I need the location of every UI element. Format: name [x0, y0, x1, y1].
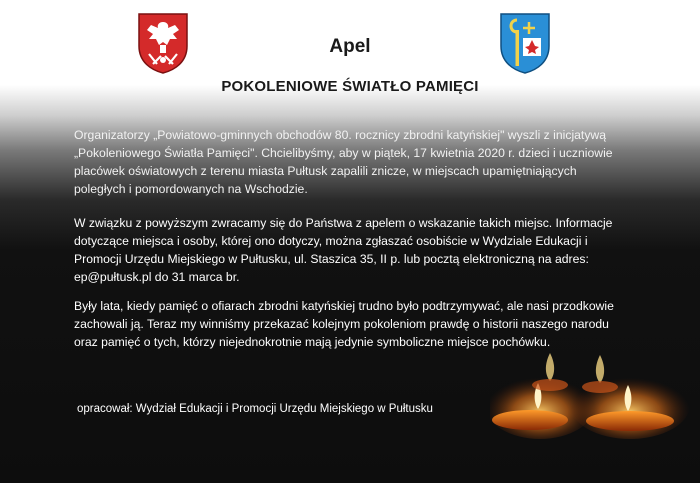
paragraph-appeal: W związku z powyższym zwracamy się do Państwa z apelem o wskazanie takich miejsc. Informacje dotyczące miejsca i osoby, której ono dotyczy, można zgłaszać osobiście w Wydziale Edukacji i Promocji Urzędu Miejskiego w Pułtusku, ul. Staszica 35, II p. lub pocztą elektroniczną na adres: ep@pułtusk.pl do 31 marca br. [74, 216, 613, 284]
memorial-candles-icon [490, 345, 700, 440]
page-subtitle: POKOLENIOWE ŚWIATŁO PAMIĘCI [221, 78, 479, 95]
page-title: Apel [329, 36, 371, 57]
footer-credit: opracował: Wydział Edukacji i Promocji Urzędu Miejskiego w Pułtusku [77, 403, 433, 415]
paragraph-memory: Były lata, kiedy pamięć o ofiarach zbrodni katyńskiej trudno było podtrzymywać, ale nasi przodkowie zachowali ją. Teraz my winniśmy przekazać kolejnym pokoleniom prawdę o historii naszego narodu oraz pamięć o tych, którzy niejednokrotnie mają jedynie symboliczne miejsce pochówku. [74, 299, 614, 349]
paragraph-initiative: Organizatorzy „Powiatowo-gminnych obchodów 80. rocznicy zbrodni katyńskiej" wyszli z inicjatywą „Pokoleniowego Światła Pamięci". Chcielibyśmy, aby w piątek, 17 kwietnia 2020 r. dzieci i uczniowie placówek oświatowych z terenu miasta Pułtusk zapalili znicze, w miejscach upamiętniających poległych i pomordowanych na Wschodzie. [74, 128, 613, 196]
